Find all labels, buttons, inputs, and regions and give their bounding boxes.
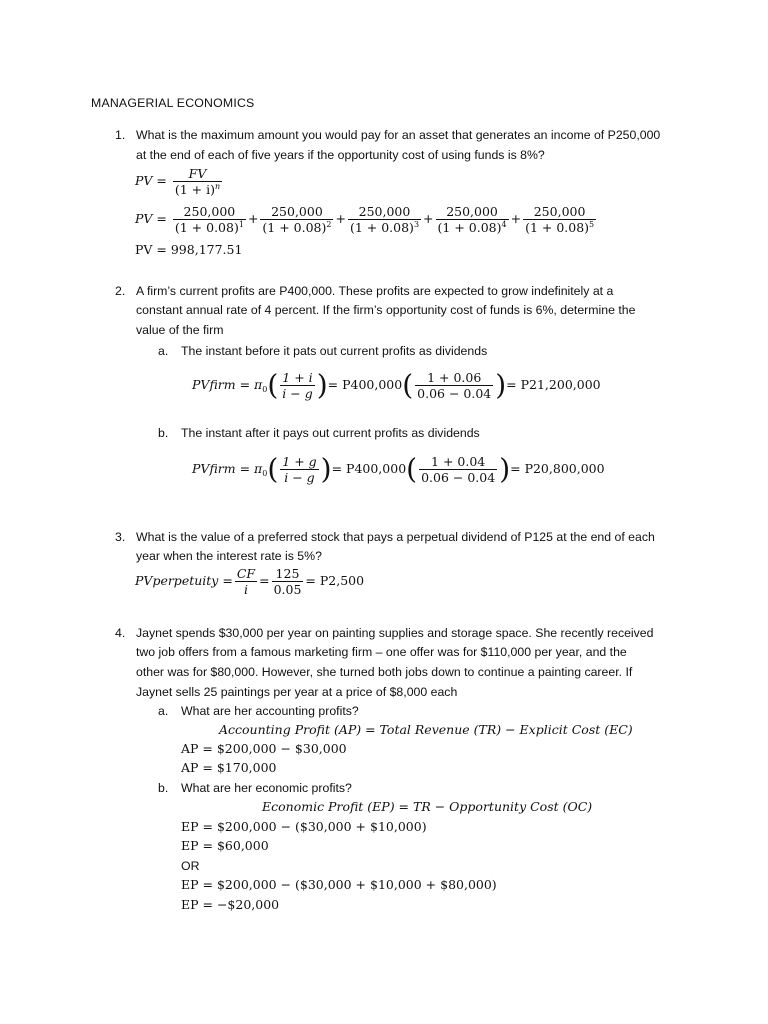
q3-number: 3. — [115, 530, 126, 544]
q4a-eq1: AP = $200,000 − $30,000 — [181, 741, 347, 756]
q4b-eq3: EP = $200,000 − ($30,000 + $10,000 + $80,000) — [181, 877, 497, 892]
q3-text-line2: year when the interest rate is 5%? — [136, 549, 322, 563]
q4b-or: OR — [181, 859, 200, 873]
q1-pv-denominator: (1 + i) — [174, 182, 215, 197]
q4b-text: What are her economic profits? — [181, 781, 352, 795]
q2-text-line3: value of the firm — [136, 323, 224, 337]
q1-pv-formula — [135, 166, 224, 197]
q1-text-line1: What is the maximum amount you would pay for an asset that generates an income of P250,000 — [136, 128, 661, 142]
q1-pv-fraction — [173, 166, 222, 197]
q1-term-4: $\frac{250,000}{(1 + 0.08)^4}$ — [437, 204, 507, 235]
q1-text-line2: at the end of each of five years if the opportunity cost of using funds is 8%? — [136, 148, 545, 162]
q1-pv2-lhs: PV = — [135, 211, 167, 226]
q1-pv-exponent: n — [215, 182, 221, 191]
q2b-text: The instant after it pays out current profits as dividends — [181, 426, 480, 440]
q4a-label: a. — [158, 704, 169, 718]
q2a-label: a. — [158, 344, 169, 358]
q1-term-1: $\frac{250,000}{(1 + 0.08)^1}$ — [174, 204, 244, 235]
q3-text-line1: What is the value of a preferred stock that pays a perpetual dividend of P125 at the end of each — [136, 530, 655, 544]
q2b-label: b. — [158, 426, 169, 440]
q4-text-line4: Jaynet sells 25 paintings per year at a price of $8,000 each — [136, 685, 458, 699]
q4a-text: What are her accounting profits? — [181, 704, 359, 718]
q1-pv-lhs: PV = — [135, 173, 167, 188]
q3-formula: PVperpetuity = $\frac{CF}{i}$ = $\frac{125}{0.05}$ = P2,500 — [135, 566, 365, 597]
q4b-eq2: EP = $60,000 — [181, 838, 269, 853]
q1-pv-numerator: FV — [188, 166, 207, 181]
q4-number: 4. — [115, 626, 126, 640]
q1-result: PV = 998,177.51 — [135, 242, 243, 257]
q1-pv-expansion: PV = $\frac{250,000}{(1 + 0.08)^1}$ + $\frac{250,000}{(1 + 0.08)^2}$ + $\frac{250,000}{(1 + 0.08)^3}$ + $\frac{250,000}{(1 + 0.08)^4}$ + $\frac{250,000}{(1 + 0.08)^5}$ — [135, 204, 595, 235]
q2a-formula: PVfirm = $\pi_0$( $\frac{1 + i}{i - g}$ )= P400,000( $\frac{1 + 0.06}{0.06 - 0.04}$ )= P21,200,000 — [192, 368, 601, 402]
q4b-eq4: EP = −$20,000 — [181, 897, 280, 912]
q1-number: 1. — [115, 128, 126, 142]
q4-text-line1: Jaynet spends $30,000 per year on painting supplies and storage space. She recently received — [136, 626, 654, 640]
q2b-formula: PVfirm = $\pi_0$( $\frac{1 + g}{i - g}$ )= P400,000( $\frac{1 + 0.04}{0.06 - 0.04}$ )= P20,800,000 — [192, 452, 605, 486]
q2-text-line1: A firm’s current profits are P400,000. These profits are expected to grow indefinitely at a — [136, 284, 614, 298]
q4a-eq2: AP = $170,000 — [181, 760, 277, 775]
q4a-formula: Accounting Profit (AP) = Total Revenue (TR) − Explicit Cost (EC) — [219, 722, 633, 737]
q1-term-2: $\frac{250,000}{(1 + 0.08)^2}$ — [262, 204, 332, 235]
q1-term-5: $\frac{250,000}{(1 + 0.08)^5}$ — [525, 204, 595, 235]
q2-number: 2. — [115, 284, 126, 298]
q1-term-3: $\frac{250,000}{(1 + 0.08)^3}$ — [349, 204, 420, 235]
q4b-eq1: EP = $200,000 − ($30,000 + $10,000) — [181, 819, 427, 834]
document-title: MANAGERIAL ECONOMICS — [91, 96, 255, 110]
q2-text-line2: constant annual rate of 4 percent. If the firm’s opportunity cost of funds is 6%, determine the — [136, 303, 636, 317]
q4-text-line3: other was for $80,000. However, she turned both jobs down to continue a painting career. If — [136, 665, 633, 679]
q4b-formula: Economic Profit (EP) = TR − Opportunity Cost (OC) — [262, 799, 593, 814]
q4-text-line2: two job offers from a famous marketing firm – one offer was for $110,000 per year, and the — [136, 645, 627, 659]
q4b-label: b. — [158, 781, 169, 795]
q2a-text: The instant before it pats out current profits as dividends — [181, 344, 488, 358]
